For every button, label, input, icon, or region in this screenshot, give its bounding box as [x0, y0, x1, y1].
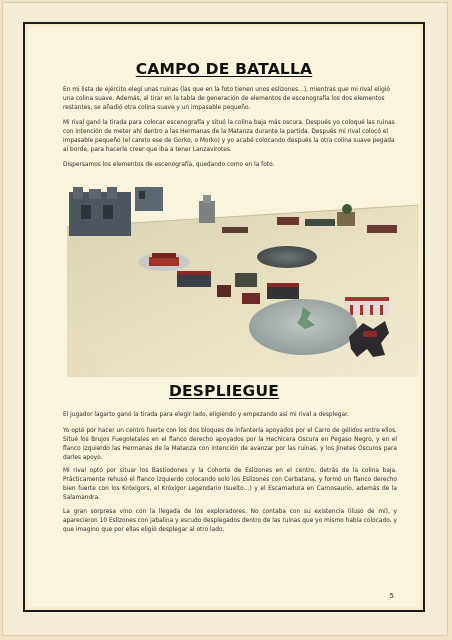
deployment-paragraph-4: La gran sorpresa vino con la llegada de los exploradores. No contaba con su existencia (iluso de mí), y aparecieron 10 Eslizones con jabalina y escudo desplegados dentro de las ruinas que yo mismo había colocado, y que imagino que por ellas eligió desplegar al otro lado.: [63, 509, 397, 533]
deployment-paragraph-1: El jugador lagarto ganó la tirada para elegir lado, eligiendo y empezando así mi rival a desplegar.: [63, 412, 349, 418]
deployment-paragraph-2: Yo opté por hacer un centro fuerte con los dos bloques de infantería apoyados por el Carro de gélidos entre ellos. Situé los Brujos Fuegoletales en el flanco derecho apoyados por la Hechicera Oscura en Pegaso Negro, y en el flanco izquierdo las Hermanas de la Matanza con intención de avanzar por las ruinas, y los Jinetes Oscuros para darles apoyo.: [63, 428, 397, 461]
document-page: [23, 22, 425, 612]
section-title-deployment: DESPLIEGUE: [168, 382, 280, 400]
section-title-battlefield: CAMPO DE BATALLA: [135, 60, 313, 78]
battlefield-photo: [67, 187, 419, 377]
deployment-paragraph-3: Mi rival optó por situar los Bastiodones y la Cohorte de Eslizones en el centro, detrás de la colina baja. Prácticamente rehusó el flanco izquierdo colocando solo los Eslizones con Cerbatana, y formó un flanco derecho bien fuerte con los Króxigors, el Króxigor Legendario (suelto…) y el Escamadura en Carnosaurio, además de la Salamandra.: [63, 468, 397, 501]
page-number: 5: [389, 592, 394, 600]
battlefield-paragraph-3: Dispersamos los elementos de escenografía, quedando como en la foto.: [63, 162, 275, 168]
battlefield-paragraph-1: En mi lista de ejército elegí unas ruinas (las que en la foto tienen unos eslizones…), mientras que mi rival eligió una colina suave. Además, al tirar en la tabla de generación de elementos de escenografía los dos elementos restantes, se añadió otra colina suave y un impasable pequeño.: [63, 87, 390, 111]
battlefield-paragraph-2: Mi rival ganó la tirada para colocar escenografía y situó la colina baja más oscura. Después yo coloqué las ruinas con intención de meter ahí dentro a las Hermanas de la Matanza durante la partida. Después mi rival colocó el impasable pequeño (el careto ese de Gorko, o Morko) y yo acabé colocando después la otra colina suave pegada al borde, para hacerle creer que iba a tener Lanzavirotes.: [63, 120, 395, 153]
